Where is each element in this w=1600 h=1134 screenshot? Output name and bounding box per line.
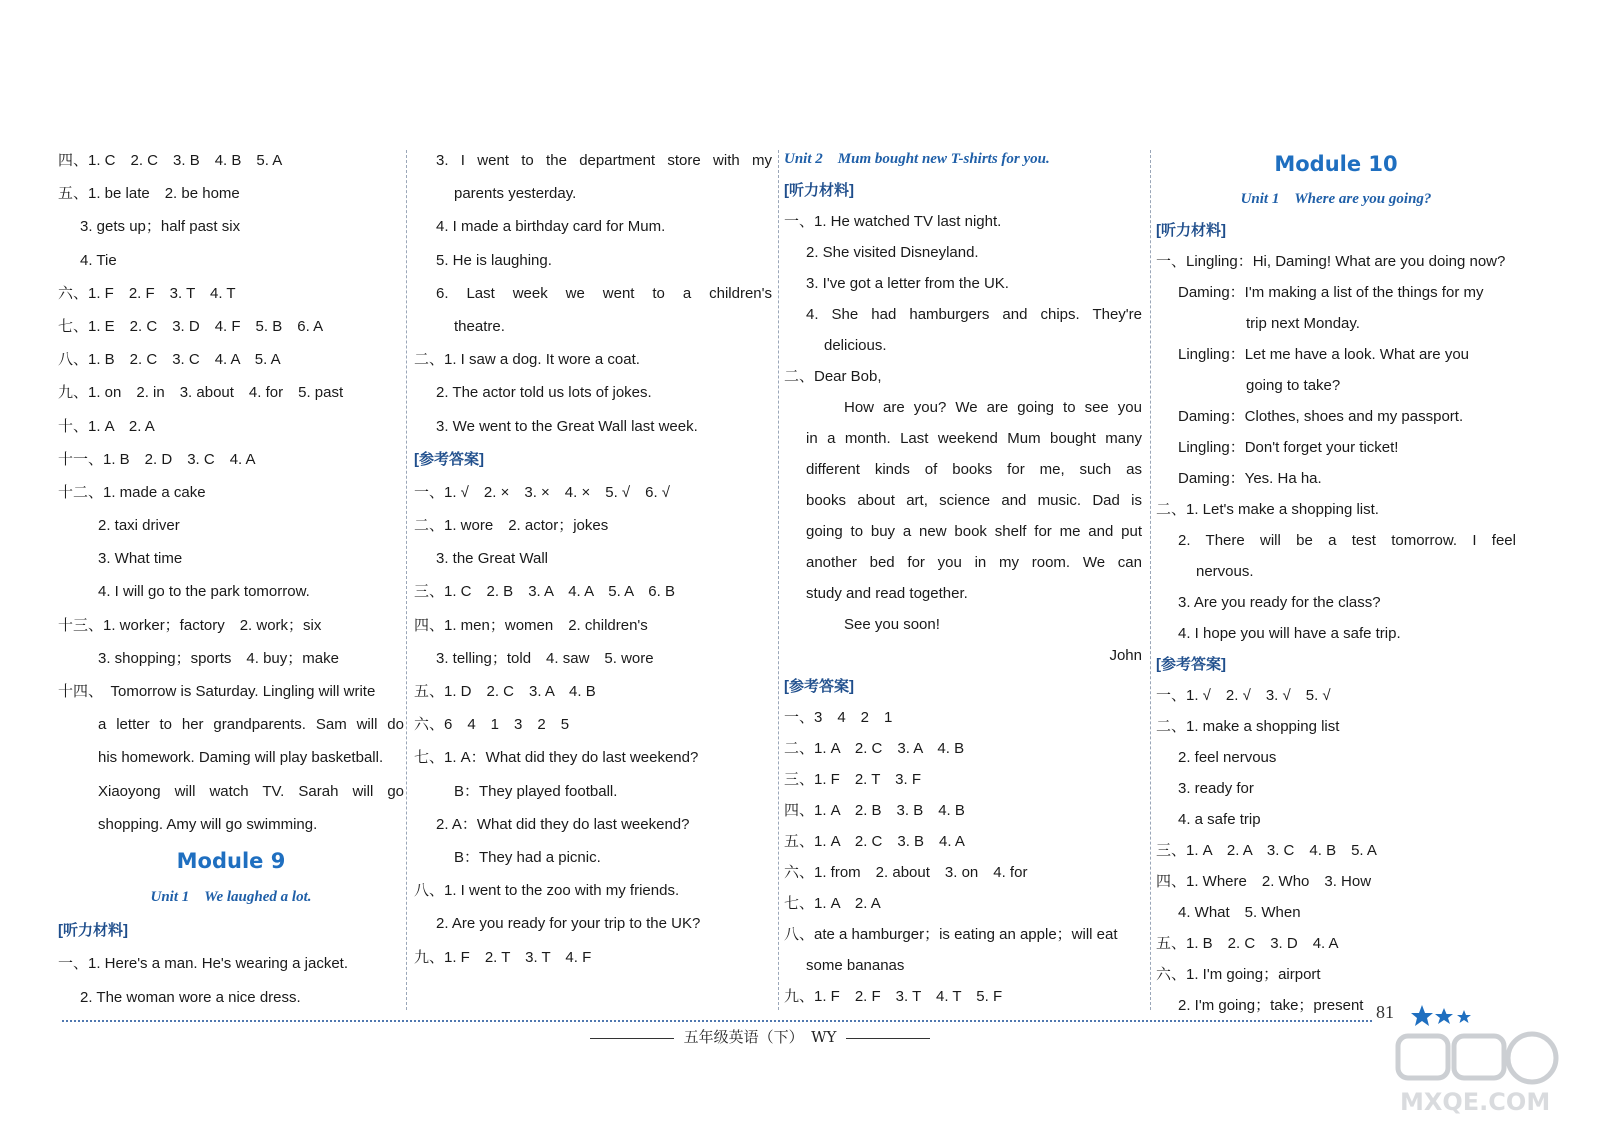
answer-line: 十三、1. worker；factory 2. work；six (58, 616, 322, 634)
answer-line: 4. What 5. When (1178, 904, 1301, 921)
answer-line: 六、6 4 1 3 2 5 (414, 716, 570, 734)
answer-line: 6. Last week we went to a children's (436, 284, 772, 302)
answer-line: 2. She visited Disneyland. (806, 244, 979, 261)
answer-line: 一、3 4 2 1 (784, 709, 893, 726)
answer-line: 3. We went to the Great Wall last week. (436, 417, 698, 435)
answer-line: 4. I made a birthday card for Mum. (436, 218, 666, 236)
answer-line: 九、1. F 2. F 3. T 4. T 5. F (784, 988, 1003, 1005)
answer-line: 2. taxi driver (98, 517, 180, 535)
letter-line: study and read together. (806, 585, 968, 602)
answer-line: 4. Tie (80, 251, 117, 269)
answer-line: nervous. (1196, 563, 1254, 580)
answer-line: 八、1. B 2. C 3. C 4. A 5. A (58, 351, 281, 369)
answer-line: B：They played football. (454, 782, 618, 800)
section-header-listening: [听力材料] (784, 182, 854, 199)
watermark-text: MXQE.COM (1400, 1088, 1551, 1116)
answer-line: 四、1. C 2. C 3. B 4. B 5. A (58, 152, 283, 169)
module-heading: Module 10 (1274, 152, 1398, 176)
module-heading: Module 9 (176, 848, 286, 873)
answer-line: 七、1. A：What did they do last weekend? (414, 749, 699, 767)
answer-line: 3. I've got a letter from the UK. (806, 275, 1009, 292)
answer-line: 3. I went to the department store with my (436, 152, 772, 169)
section-header-answers: [参考答案] (1156, 656, 1226, 673)
answer-line: 一、1. He watched TV last night. (784, 213, 1002, 230)
answer-line: 二、1. A 2. C 3. A 4. B (784, 740, 965, 757)
answer-line: 2. The woman wore a nice dress. (80, 988, 301, 1006)
answer-line: 3. Are you ready for the class? (1178, 594, 1381, 611)
answer-line: 一、1. √ 2. √ 3. √ 5. √ (1156, 687, 1331, 704)
footer-divider (62, 1020, 1372, 1022)
unit-heading: Unit 1 Where are you going? (1240, 191, 1432, 207)
answer-column-3 (784, 144, 1142, 1012)
letter-line: in a month. Last weekend Mum bought many (806, 430, 1142, 447)
section-header-answers: [参考答案] (784, 678, 854, 695)
answer-line: 七、1. E 2. C 3. D 4. F 5. B 6. A (58, 317, 324, 335)
answer-line: 十二、1. made a cake (58, 483, 206, 501)
answer-line: 五、1. A 2. C 3. B 4. A (784, 833, 965, 850)
answer-line: 2. feel nervous (1178, 749, 1277, 766)
dialogue-line: Daming：I'm making a list of the things for my (1178, 284, 1484, 301)
answer-line: 十四、 Tomorrow is Saturday. Lingling will write (58, 683, 376, 700)
answer-line: 三、1. F 2. T 3. F (784, 771, 921, 788)
answer-column-2 (414, 144, 772, 974)
answer-line: 五、1. B 2. C 3. D 4. A (1156, 935, 1339, 952)
answer-line: 3. telling；told 4. saw 5. wore (436, 649, 654, 667)
page-number: 81 (1376, 1002, 1394, 1022)
answer-line: 二、1. Let's make a shopping list. (1156, 501, 1379, 518)
answer-line: 3. shopping；sports 4. buy；make (98, 649, 339, 667)
answer-line: 六、1. from 2. about 3. on 4. for (784, 864, 1028, 881)
column-divider (1150, 150, 1151, 1010)
answer-line: his homework. Daming will play basketball. (98, 749, 384, 767)
book-title-text: 五年级英语（下） WY (683, 1028, 837, 1046)
letter-line: another bed for you in my room. We can (806, 554, 1142, 571)
answer-line: 4. She had hamburgers and chips. They're (806, 306, 1142, 323)
answer-line: 4. a safe trip (1178, 811, 1261, 828)
answer-line: 3. the Great Wall (436, 550, 548, 568)
unit-heading: Unit 1 We laughed a lot. (150, 888, 312, 905)
dialogue-line: Lingling：Let me have a look. What are you (1178, 346, 1469, 363)
answer-line: 九、1. on 2. in 3. about 4. for 5. past (58, 384, 344, 402)
section-header-listening: [听力材料] (1156, 222, 1226, 239)
answer-line: 四、1. Where 2. Who 3. How (1156, 873, 1372, 890)
letter-line: different kinds of books for me, such as (806, 461, 1142, 478)
answer-line: 3. ready for (1178, 780, 1254, 797)
star-icon (1457, 1010, 1471, 1023)
dialogue-line: trip next Monday. (1246, 315, 1360, 332)
dialogue-line: going to take? (1246, 377, 1341, 394)
answer-line: 八、ate a hamburger；is eating an apple；will eat (784, 926, 1118, 943)
answer-line: 二、1. I saw a dog. It wore a coat. (414, 351, 640, 369)
answer-line: 2. There will be a test tomorrow. I feel (1178, 532, 1516, 549)
answer-line: Xiaoyong will watch TV. Sarah will go (98, 782, 404, 800)
answer-line: 六、1. I'm going；airport (1156, 966, 1321, 983)
letter-line: going to buy a new book shelf for me and put (806, 523, 1142, 540)
answer-line: B：They had a picnic. (454, 848, 601, 866)
answer-line: 二、1. make a shopping list (1156, 718, 1340, 735)
answer-line: 九、1. F 2. T 3. T 4. F (414, 948, 592, 966)
letter-line: How are you? We are going to see you (844, 399, 1142, 416)
answer-line: 十一、1. B 2. D 3. C 4. A (58, 450, 256, 468)
star-rating-icon (1410, 1004, 1480, 1026)
answer-column-4 (1156, 144, 1516, 1021)
answer-line: 五、1. be late 2. be home (58, 185, 240, 203)
footer-dash (846, 1038, 930, 1039)
answer-line: 一、1. √ 2. × 3. × 4. × 5. √ 6. √ (414, 483, 671, 501)
answer-line: 2. Are you ready for your trip to the UK? (436, 915, 701, 933)
answer-line: 二、1. wore 2. actor；jokes (414, 517, 609, 535)
letter-line: See you soon! (844, 616, 940, 633)
answer-line: 5. He is laughing. (436, 251, 552, 269)
answer-line: 一、1. Here's a man. He's wearing a jacket. (58, 955, 349, 973)
answer-line: 四、1. A 2. B 3. B 4. B (784, 802, 965, 819)
answer-line: 二、Dear Bob, (784, 368, 882, 385)
answer-line: 4. I will go to the park tomorrow. (98, 583, 310, 601)
answer-line: 3. What time (98, 550, 183, 568)
answer-line: 五、1. D 2. C 3. A 4. B (414, 683, 596, 700)
dialogue-line: 一、Lingling：Hi, Daming! What are you doing now? (1156, 253, 1506, 270)
answer-line: a letter to her grandparents. Sam will do (98, 716, 404, 734)
answer-line: 十、1. A 2. A (58, 417, 155, 435)
column-divider (778, 150, 779, 1010)
answer-column-1 (58, 144, 404, 1014)
letter-line: books about art, science and music. Dad is (806, 492, 1142, 509)
answer-line: 2. I'm going；take；present (1178, 997, 1364, 1014)
answer-line: 六、1. F 2. F 3. T 4. T (58, 284, 236, 302)
dialogue-line: Daming：Clothes, shoes and my passport. (1178, 408, 1464, 425)
column-divider (406, 150, 407, 1010)
answer-line: parents yesterday. (454, 185, 577, 203)
star-icon (1435, 1008, 1453, 1024)
dialogue-line: Daming：Yes. Ha ha. (1178, 470, 1322, 487)
answer-line: 4. I hope you will have a safe trip. (1178, 625, 1401, 642)
section-header-listening: [听力材料] (58, 922, 128, 940)
answer-line: 2. A：What did they do last weekend? (436, 815, 690, 833)
watermark-logo (1392, 1028, 1572, 1118)
answer-line: delicious. (824, 337, 887, 354)
answer-line: 四、1. men；women 2. children's (414, 616, 648, 634)
answer-line: shopping. Amy will go swimming. (98, 815, 318, 833)
answer-line: 三、1. C 2. B 3. A 4. A 5. A 6. B (414, 583, 675, 601)
answer-line: theatre. (454, 317, 505, 335)
footer-dash (590, 1038, 674, 1039)
footer-book-title (570, 1026, 950, 1047)
answer-line: 2. The actor told us lots of jokes. (436, 384, 652, 402)
answer-line: 3. gets up；half past six (80, 218, 241, 236)
letter-signature: John (1109, 647, 1142, 664)
answer-line: 八、1. I went to the zoo with my friends. (414, 882, 680, 900)
answer-line: some bananas (806, 957, 905, 974)
dialogue-line: Lingling：Don't forget your ticket! (1178, 439, 1399, 456)
star-icon (1411, 1005, 1433, 1026)
section-header-answers: [参考答案] (414, 450, 484, 468)
answer-line: 三、1. A 2. A 3. C 4. B 5. A (1156, 842, 1377, 859)
answer-line: 七、1. A 2. A (784, 895, 881, 912)
unit-heading: Unit 2 Mum bought new T-shirts for you. (784, 151, 1050, 167)
